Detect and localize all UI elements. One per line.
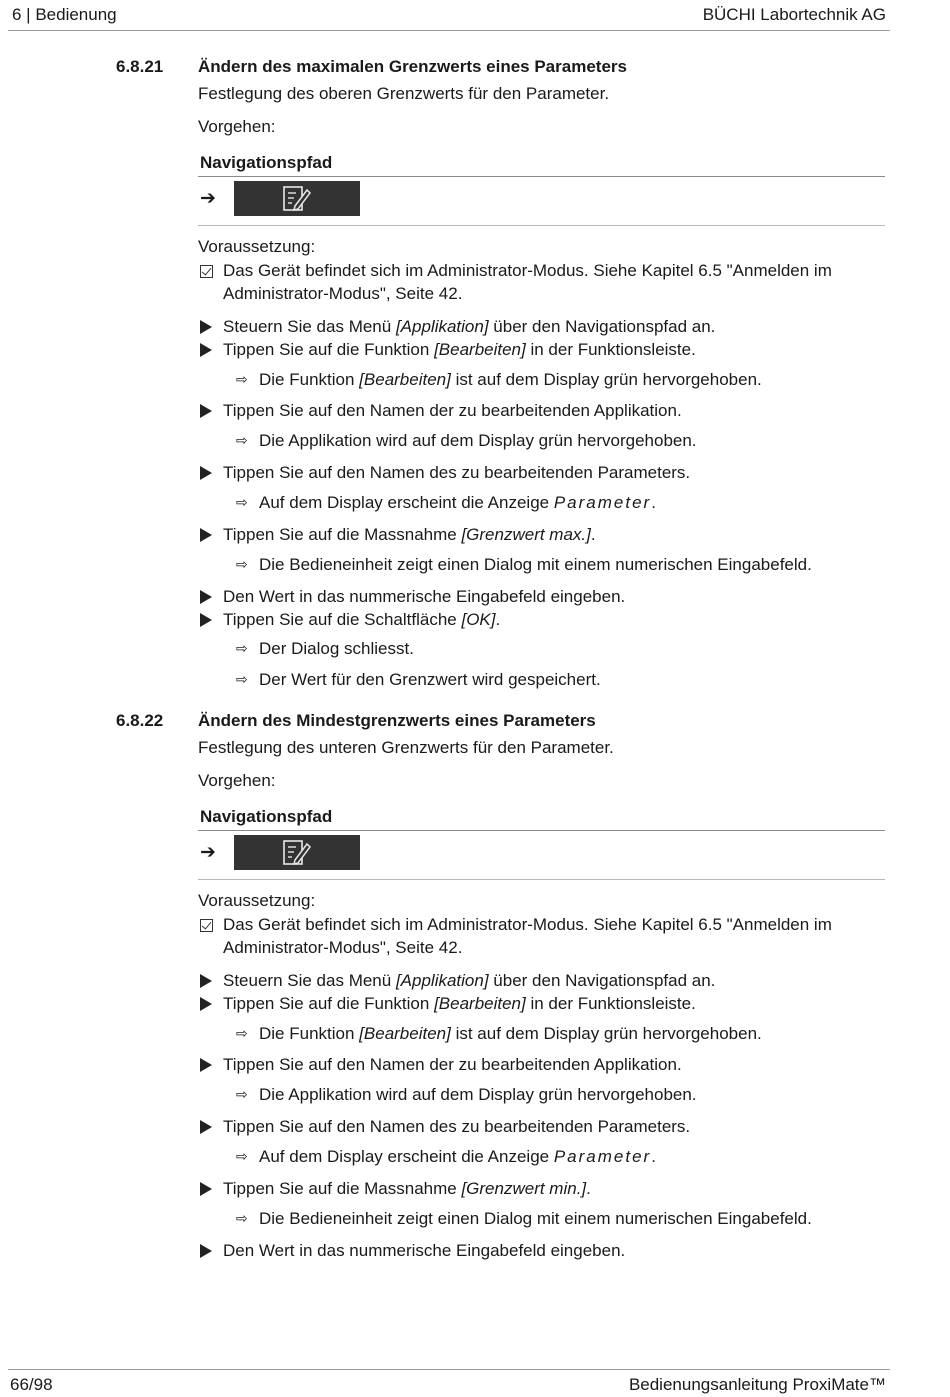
- section-number: 6.8.21: [116, 57, 164, 76]
- prereq-label: Voraussetzung:: [198, 237, 316, 256]
- arrow-right-icon: ➔: [200, 188, 216, 209]
- header-divider: [8, 30, 890, 31]
- nav-divider-bottom: [198, 879, 885, 880]
- result-arrow-icon: ⇨: [236, 1086, 248, 1102]
- nav-heading: Navigationspfad: [200, 807, 333, 826]
- nav-heading: Navigationspfad: [200, 153, 333, 172]
- arrow-right-icon: ➔: [200, 842, 216, 863]
- result-arrow-icon: ⇨: [236, 371, 248, 387]
- edit-nav-button[interactable]: [234, 835, 360, 870]
- triangle-bullet-icon: [200, 1120, 212, 1134]
- edit-icon: [282, 839, 312, 867]
- footer-divider: [8, 1369, 890, 1370]
- page-header: [12, 5, 886, 31]
- triangle-bullet-icon: [200, 404, 212, 418]
- prereq-label: Voraussetzung:: [198, 891, 316, 910]
- triangle-bullet-icon: [200, 590, 212, 604]
- triangle-bullet-icon: [200, 1058, 212, 1072]
- result-arrow-icon: ⇨: [236, 556, 248, 572]
- section-description: Festlegung des oberen Grenzwerts für den Parameter.: [198, 84, 610, 103]
- section-title: Ändern des maximalen Grenzwerts eines Parameters: [198, 57, 627, 76]
- result-arrow-icon: ⇨: [236, 640, 248, 656]
- edit-icon: [282, 185, 312, 213]
- triangle-bullet-icon: [200, 1182, 212, 1196]
- triangle-bullet-icon: [200, 343, 212, 357]
- document-title: Bedienungsanleitung ProxiMate™: [628, 1375, 886, 1394]
- triangle-bullet-icon: [200, 613, 212, 627]
- header-company: BÜCHI Labortechnik AG: [702, 5, 886, 24]
- triangle-bullet-icon: [200, 320, 212, 334]
- result-arrow-icon: ⇨: [236, 1210, 248, 1226]
- triangle-bullet-icon: [200, 997, 212, 1011]
- section-number: 6.8.22: [116, 711, 164, 730]
- section-title: Ändern des Mindestgrenzwerts eines Parameters: [198, 711, 596, 730]
- procedure-label: Vorgehen:: [198, 771, 276, 790]
- result-arrow-icon: ⇨: [236, 494, 248, 510]
- header-chapter: 6 | Bedienung: [12, 5, 117, 24]
- result-arrow-icon: ⇨: [236, 432, 248, 448]
- nav-divider: [198, 830, 885, 831]
- triangle-bullet-icon: [200, 466, 212, 480]
- page-number: 66/98: [10, 1375, 53, 1394]
- nav-divider: [198, 176, 885, 177]
- page-footer: [10, 1375, 886, 1397]
- edit-nav-button[interactable]: [234, 181, 360, 216]
- section-description: Festlegung des unteren Grenzwerts für den Parameter.: [198, 738, 614, 757]
- nav-divider-bottom: [198, 225, 885, 226]
- result-arrow-icon: ⇨: [236, 1148, 248, 1164]
- result-arrow-icon: ⇨: [236, 671, 248, 687]
- result-arrow-icon: ⇨: [236, 1025, 248, 1041]
- procedure-label: Vorgehen:: [198, 117, 276, 136]
- triangle-bullet-icon: [200, 1244, 212, 1258]
- checkbox-icon: [200, 265, 213, 278]
- triangle-bullet-icon: [200, 974, 212, 988]
- triangle-bullet-icon: [200, 528, 212, 542]
- checkbox-icon: [200, 919, 213, 932]
